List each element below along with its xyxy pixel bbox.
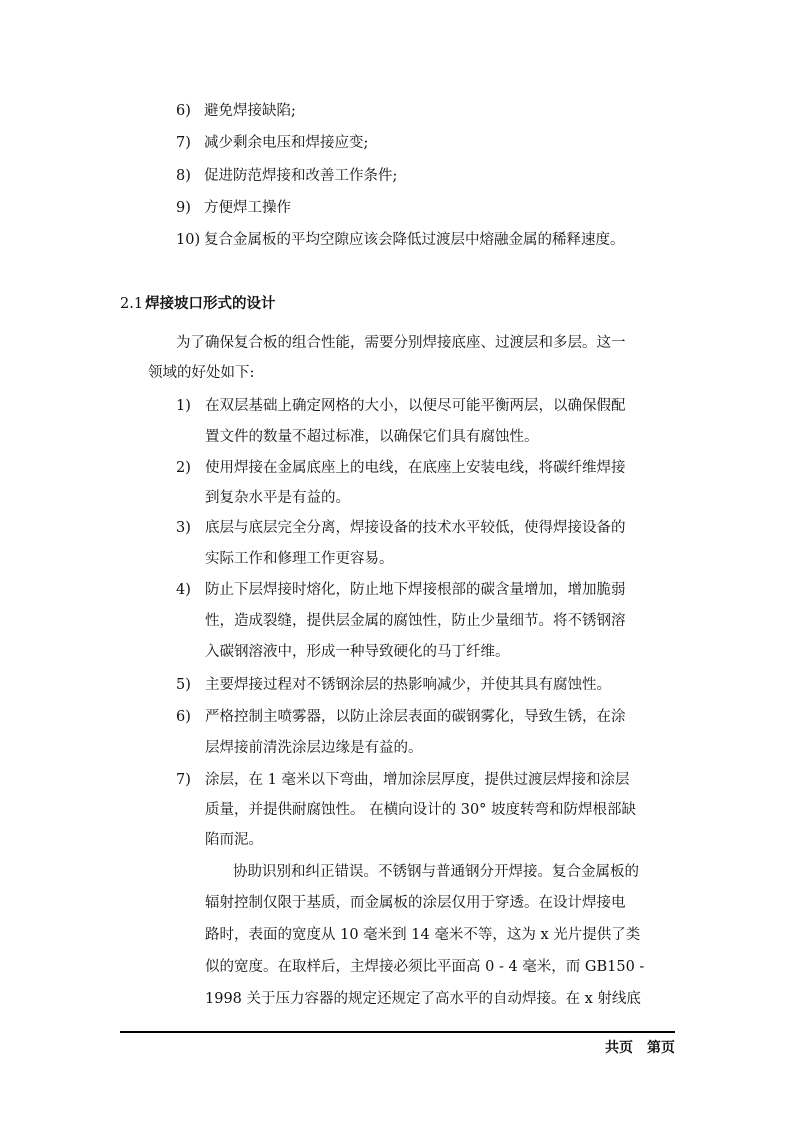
list-text: 促进防范焊接和改善工作条件; <box>204 168 398 184</box>
list-item <box>176 230 625 250</box>
section-title: 焊接坡口形式的设计 <box>145 296 276 312</box>
paragraph-line: 协助识别和纠正错误。不锈钢与普通钢分开焊接。复合金属板的 <box>233 864 639 880</box>
intro-line: 为了确保复合板的组合性能，需要分别焊接底座、过渡层和多层。这一 <box>176 335 626 351</box>
list-number: 7) <box>176 135 191 151</box>
item-number: 3) <box>176 520 191 536</box>
section-heading <box>120 294 276 314</box>
item-line: 入碳钢溶液中，形成一种导致硬化的马丁纤维。 <box>205 644 510 660</box>
list-text: 避免焊接缺陷; <box>204 103 296 119</box>
section-number: 2.1 <box>120 296 144 312</box>
list-text: 减少剩余电压和焊接应变; <box>204 135 369 151</box>
list-item <box>176 133 368 153</box>
item-line: 防止下层焊接时熔化，防止地下焊接根部的碳含量增加，增加脆弱 <box>205 582 626 598</box>
intro-line: 领域的好处如下: <box>148 365 255 381</box>
item-line: 底层与底层完全分离，焊接设备的技术水平较低，使得焊接设备的 <box>205 520 626 536</box>
item-line: 层焊接前清洗涂层边缘是有益的。 <box>205 740 423 756</box>
item-number: 5) <box>176 677 191 693</box>
list-item <box>176 101 296 121</box>
item-number: 7) <box>176 772 191 788</box>
list-item <box>176 198 291 218</box>
item-line: 陷而泥。 <box>205 832 263 848</box>
item-line: 在双层基础上确定网格的大小，以便尽可能平衡两层，以确保假配 <box>205 398 626 414</box>
item-line: 使用焊接在金属底座上的电线，在底座上安装电线，将碳纤维焊接 <box>205 460 626 476</box>
list-number: 10) <box>176 232 201 248</box>
list-number: 8) <box>176 168 191 184</box>
item-line: 性，造成裂缝，提供层金属的腐蚀性，防止少量细节。将不锈钢溶 <box>205 613 626 629</box>
list-item <box>176 166 397 186</box>
item-line: 置文件的数量不超过标准，以确保它们具有腐蚀性。 <box>205 429 539 445</box>
item-line: 主要焊接过程对不锈钢涂层的热影响减少，并使其具有腐蚀性。 <box>205 677 611 693</box>
item-number: 4) <box>176 582 191 598</box>
page-footer <box>605 1038 675 1058</box>
list-number: 9) <box>176 200 191 216</box>
paragraph-line: 1998 关于压力容器的规定还规定了高水平的自动焊接。在 x 射线底 <box>205 991 641 1007</box>
page-number-label: 第页 <box>647 1040 675 1056</box>
item-line: 涂层，在 1 毫米以下弯曲，增加涂层厚度，提供过渡层焊接和涂层 <box>205 772 630 788</box>
paragraph-line: 路时，表面的宽度从 10 毫米到 14 毫米不等，这为 x 光片提供了类 <box>205 927 641 943</box>
item-number: 6) <box>176 709 191 725</box>
item-line: 严格控制主喷雾器，以防止涂层表面的碳钢雾化，导致生锈，在涂 <box>205 709 626 725</box>
total-pages-label: 共页 <box>605 1040 633 1056</box>
list-text: 方便焊工操作 <box>204 200 291 216</box>
item-line: 实际工作和修理工作更容易。 <box>205 551 394 567</box>
item-number: 2) <box>176 460 191 476</box>
item-number: 1) <box>176 398 191 414</box>
paragraph-line: 辐射控制仅限于基质，而金属板的涂层仅用于穿透。在设计焊接电 <box>205 895 626 911</box>
list-number: 6) <box>176 103 191 119</box>
list-text: 复合金属板的平均空隙应该会降低过渡层中熔融金属的稀释速度。 <box>204 232 625 248</box>
item-line: 质量，并提供耐腐蚀性。 在横向设计的 30° 坡度转弯和防焊根部缺 <box>205 802 637 818</box>
footer-rule <box>120 1031 675 1033</box>
paragraph-line: 似的宽度。在取样后，主焊接必须比平面高 0 - 4 毫米，而 GB150 - <box>205 959 645 975</box>
item-line: 到复杂水平是有益的。 <box>205 490 350 506</box>
